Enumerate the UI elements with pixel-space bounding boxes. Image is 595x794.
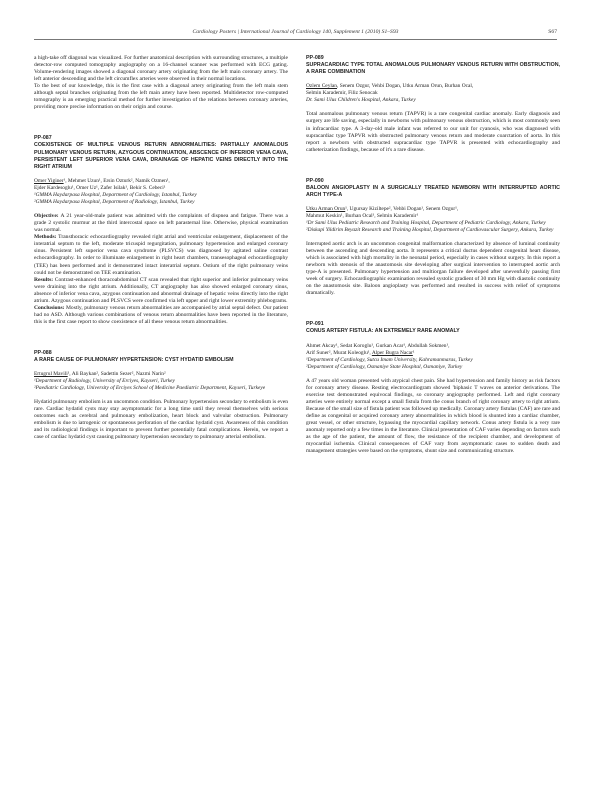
abstract-pp090 <box>306 178 560 298</box>
affiliation: ¹Department of Radiology, University of Erciyes, Kayseri, Turkey <box>34 378 175 385</box>
objective-paragraph <box>34 213 288 234</box>
abstract-title: A RARE CAUSE OF PULMONARY HYPERTENSION: CYST HYDATID EMBOLISM <box>34 356 234 363</box>
author-names-line2: Mahmut Keskin¹, Burhan Ocal¹, Selmin Karademir¹ <box>306 213 419 220</box>
author-superscript: ¹ <box>412 349 415 356</box>
presenting-author: Utku Arman Orun <box>306 206 346 213</box>
abstract-pp087 <box>34 135 288 326</box>
affiliation: ²Paediatric Cardiology, University of Erciyes School of Medicine Paediatric Department, Kayseri, Turkeye <box>34 385 266 392</box>
abstract-id: PP-088 <box>34 349 52 356</box>
author-list <box>34 178 288 192</box>
abstract-title: COEXISTENCE OF MULTIPLE VENOUS RETURN ABNORMALITIES: PARTIALLY ANOMALOUS PULMONARY VENOUS RETURN, AZYGOUS CONTINUATION, ABSCENCE OF INFERIOR VENA CAVA, PERSISTENT LEFT SUPERIOR VENA CAVA, DRAINAGE OF HEPATIC VEINS DIRECTLY INTO THE RIGHT ATRIUM <box>34 142 288 170</box>
abstract-id: PP-090 <box>306 177 324 184</box>
author-list <box>306 83 560 97</box>
affiliation: ²GMMA Haydarpasa Hospital, Department of Radiology, Istanbul, Turkey <box>34 199 195 206</box>
conclusions-text: Mostly, pulmonary venous return abnormalities are accompanied by atrial septal defect. Our patient had no ASD. Although various combinations of venous return abnormalities have been reported in the literature, this is the first case report to show coexistence of all these venous return abnormalities. <box>34 304 288 325</box>
results-paragraph <box>34 277 288 305</box>
methods-text: Transthoracic echocardiography revealed right atrial and ventricular enlargement, displacement of the interatrial septum to the left, moderate tricuspid regurgitation, pulmonary hypertension and enlarged coronary sinus. Persistent left superior vena cava syndrome (PLSVCS) was diagnosed by agitated saline contrast echocardiography. In order to illuminate enlargement in right heart chambers, transesophageal echocardiography (TEE) has been performed and it demonstrated intact interatrial septum. Ostium of the right pulmonary veins could not be demonstrated on TEE examination. <box>34 234 288 276</box>
header-divider <box>34 39 557 40</box>
author-names: Ahmet Akcay¹, Sedat Koroglu¹, Gurkan Acar¹, Abdullah Sokmen¹, <box>306 342 450 349</box>
abstract-pp088 <box>34 350 288 441</box>
abstract-title: BALOON ANGIOPLASTY IN A SURGICALLY TREATED NEWBORN WITH INTERRUPTED AORTIC ARCH TYPE-A <box>306 184 560 198</box>
author-names: ¹, Ugursay Kiziltepe², Vehbi Dogan¹, Senem Ozgur¹, <box>345 206 459 213</box>
methods-label: Methods: <box>34 234 57 241</box>
right-column <box>306 55 560 455</box>
results-text: Contrast-enhanced thoracoabdominal CT scan revealed that right superior and inferior pulmonary veins were draining into the right atrium. Additionally, CT angiography has also showed enlarged coronary sinus, absence of inferior vena cava, azygous continuation and abnormal drainage of hepatic veins directly into the right atrium. Azygous continuation and PLSVCS were confirmed via left upper and right lower extremity phlebograms. <box>34 276 288 304</box>
author-names-line2: Selmin Karademir, Filiz Senocak <box>306 90 378 97</box>
objective-label: Objective: <box>34 213 59 220</box>
affiliation: ¹Department of Cardiology, Sutcu Imam University, Kahramanmaras, Turkey <box>306 356 473 363</box>
author-names-line2: Arif Suner², Murat Koleoglu¹, <box>306 349 372 356</box>
presenting-author: Ertugrul Mavili <box>34 371 68 378</box>
abstract-id: PP-091 <box>306 321 324 328</box>
author-names: ¹, Ali Baykan², Sadettin Sezer², Nazmi Narin² <box>67 371 166 378</box>
abstract-pp089 <box>306 55 560 154</box>
presenting-author: Alper Bugra Nacar <box>371 349 413 356</box>
running-title: Cardiology Posters | International Journal of Cardiology 140, Supplement 1 (2010) S1–S93 <box>192 29 399 35</box>
affiliation: ²Department of Cardiology, Osmaniye State Hospital, Osmaniye, Turkey <box>306 363 463 370</box>
author-list <box>306 206 560 220</box>
page-number: S67 <box>548 29 557 35</box>
author-list <box>306 343 560 357</box>
conclusions-label: Conclusions: <box>34 304 65 311</box>
abstract-id: PP-087 <box>34 135 52 142</box>
affiliation: ¹GMMA Haydarpasa Hospital, Department of Cardiology, Istanbul, Turkey <box>34 192 197 199</box>
abstract-body: A 47 years old woman presented with atypical chest pain. She had hypertension and family history as risk factors for coronary artery disease. Resting electrocardiogram showed 'biphasic T waves on anterior derivations. The exercise test demonstrated equivocal findings, so coronary angiography performed. Left and right coronary arteries were entirely normal except a small fistula from the conus branch of right coronary artery to right atrium. Because of the small size of fistula patient was followed up medically. Coronary artery fistulas (CAF) are rare and define as congenital or acquired coronary artery abnormalities in which blood is shunted into a cardiac chamber, great vessel, or other structure, bypassing the myocardial capillary network. Conus artery fistula is a very rare anomaly reported only a few times in the literature. Clinical presentation of CAF varies depending on factors such as the age of the patient, the amount of flow, the resistance of the recipient chamber, and development of myocardial ischemia. Clinical consequences of CAF vary from asymptomatic cases to sudden death and management strategies were based on the symptoms, shunt size and communicating structure. <box>306 377 560 455</box>
presenting-author: Omer Yiginer <box>34 178 64 185</box>
continuation-text: a high-take off diagonal was visualized. For further anatomical description with surrounding structures, a multiple detector-row computed tomography angiography on a 16-channel scanner was performed with ECG gating. Volume-rendering images showed a diagonal coronary artery originating from the left main coronary artery. The left anterior descending and the left circumflex arteries were observed in their normal locations. <box>34 55 288 83</box>
author-names: , Senem Ozgur, Vehbi Dogan, Utku Arman Orun, Burhan Ocal, <box>337 83 474 90</box>
abstract-title: CONUS ARTERY FISTULA: AN EXTREMELY RARE ANOMALY <box>306 328 460 335</box>
affiliation: ¹Dr Sami Ulus Pediatric Research and Training Hospital, Department of Pediatric Cardiology, Ankara, Turkey <box>306 220 546 227</box>
affiliation: Dr. Sami Ulus Children's Hospital, Ankara, Turkey <box>306 97 416 104</box>
author-names: ¹, Mehmet Uzun¹, Ersin Ozturk², Namik Ozmen¹, <box>63 178 170 185</box>
abstract-body: Hydatid pulmonary embolism is an uncommon condition. Pulmonary hypertension secondary to embolism is even rare. Cardiac hydatid cysts may stay asymptomatic for a long time until they reveal themselves with serious outcomes such as cerebral and pulmonary embolization, heart block and valvular obstruction. Pulmonary embolism is due to iatrogenic or spontaneous perforation of the cardiac hydatid cyst. Awareness of this condition and its radiological findings is important to prevent further potentially fatal complications. Herein, we report a case of cardiac hydatid cyst causing pulmonary hypertension secondary to pulmonary arterial embolism. <box>34 399 288 441</box>
left-column <box>34 55 288 441</box>
objective-text: A 21 year-old-male patient was admitted with the complaints of dispnea and fatigue. There was a grade 2 systolic murmur at the third intercostal space on left parasternal line. Otherwise, physical examination was normal. <box>34 213 288 234</box>
conclusions-paragraph <box>34 305 288 326</box>
methods-paragraph <box>34 234 288 276</box>
affiliation: ²Diskapi Yildirim Beyazit Research and Training Hospital, Department of Cardiovascular Surgery, Ankara, Turkey <box>306 227 554 234</box>
abstract-body: Total anomalous pulmonary venous return (TAPVR) is a rare congenital cardiac anomaly. Early diagnosis and surgery are life saving, especially in newborns with pulmonary venous obstruction, which is most commonly seen in infracardiac type. A 3-day-old male infant was referred to our unit for cyanosis, who was diagnosed with supracardiac type TAPVR with obstructed pulmonary venous return and moderate coarctation of aorta. In this report a newborn with obstructed supracardiac type TAPVR is presented with echocardiography and catheterization findings, because of it's a rare disease. <box>306 111 560 153</box>
abstract-title: SUPRACARDIAC TYPE TOTAL ANOMALOUS PULMONARY VENOUS RETURN WITH OBSTRUCTION, A RARE COMBINATION <box>306 62 560 76</box>
abstract-id: PP-089 <box>306 55 324 61</box>
abstract-body: Interrupted aortic arch is an uncommon congenital malformation characterized by absence of luminal continuity between the ascending and descending aorta. It represents a critical ductus dependent congenital heart disease, which is associated with high mortality in the neonatal period, especially in cases without surgery. In this report a newborn with stenosis of the anastomosis site developing after surgical intervention to interrupted aortic arch type-A is presented. Pulmonary hypertension and multiorgan failure developed after unevenfully passing first week of surgery. Echocardiographic examination revealed systolic gradient of 30 mm Hg with diastolic continuity on the anastomosis site. Baloon angioplasty was performed and resulted in success with relief of symptoms dramatically. <box>306 241 560 297</box>
results-label: Results: <box>34 276 54 283</box>
author-names-line2: Ejder Kardesoglu¹, Omer Uz¹, Zafer Isilak¹, Bekir S. Cebeci¹ <box>34 185 166 192</box>
presenting-author: Ozlem Ceylan <box>306 83 337 90</box>
continuation-text-2: To the best of our knowledge, this is the first case with a diagonal artery originating from the left main stem although septal branches originating from the left main artery have been reported. Multidetector row-computed tomography is an emerging practical method for further investigation of the relations between coronary arteries, providing more precise information on their origin and course. <box>34 83 288 111</box>
abstract-pp091 <box>306 321 560 455</box>
